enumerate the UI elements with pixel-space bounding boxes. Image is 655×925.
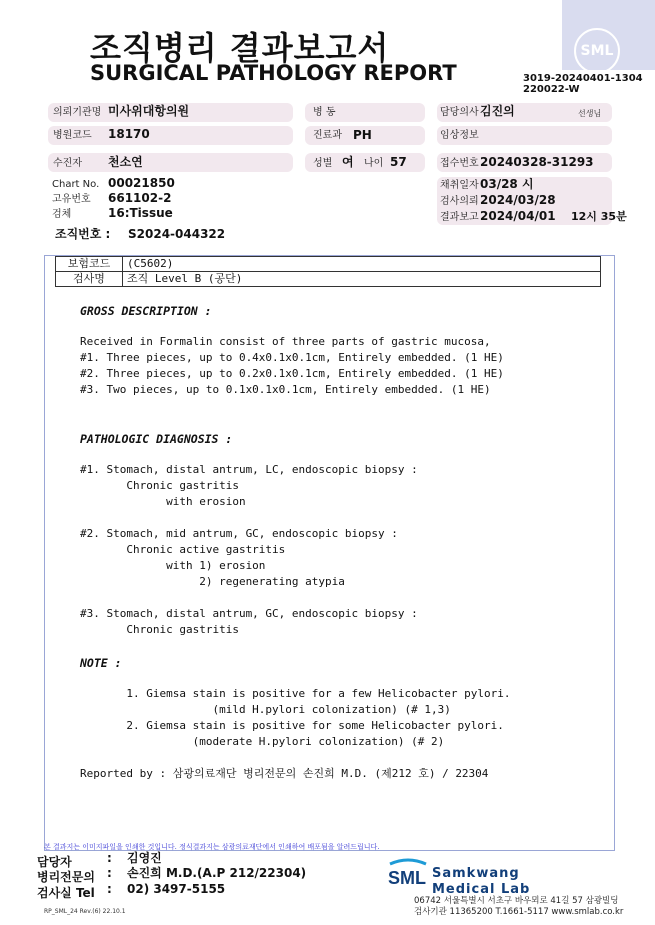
patient-value: 천소연 [108, 155, 143, 169]
report-content [44, 255, 615, 851]
note-line: (mild H.pylori colonization) (# 1,3) [80, 703, 451, 716]
note-line: 2. Giemsa stain is positive for some Helicobacter pylori. [80, 719, 504, 732]
gross-line: #1. Three pieces, up to 0.4x0.1x0.1cm, Entirely embedded. (1 HE) [80, 351, 504, 364]
disclaimer: 본 결과지는 이미지파일을 인쇄한 것입니다. 정식결과지는 삼광의료재단에서 인쇄하여 배포됨을 알려드립니다. [44, 843, 380, 851]
gross-description [80, 334, 504, 398]
age-value: 57 [390, 155, 407, 169]
lab-tel-value: 02) 3497-5155 [127, 882, 226, 896]
path-no-label: 조직번호 : [55, 227, 111, 241]
gross-heading: GROSS DESCRIPTION : [80, 304, 212, 318]
gross-line: #2. Three pieces, up to 0.2x0.1x0.1cm, Entirely embedded. (1 HE) [80, 367, 504, 380]
report-title-english: SURGICAL PATHOLOGY REPORT [90, 61, 457, 85]
doctor-value: 김진의 [480, 104, 515, 118]
sex-value: 여 [342, 155, 354, 169]
patient-label: 수진자 [53, 158, 82, 169]
sex-label: 성별 [313, 158, 333, 169]
request-label: 검사의뢰 [440, 196, 479, 207]
id-label: 고유번호 [52, 194, 91, 205]
diagnosis-line [80, 590, 418, 606]
test-name-value: 조직 Level B (공단) [123, 272, 601, 287]
note-line: 1. Giemsa stain is positive for a few Helicobacter pylori. [80, 687, 511, 700]
brand-line-2: Medical Lab [432, 882, 531, 897]
collect-label: 채취일자 [440, 180, 479, 191]
path-no-value: S2024-044322 [128, 227, 226, 241]
ward-label: 병 동 [313, 107, 336, 118]
chart-label: Chart No. [52, 179, 100, 190]
sml-logo-text: SML [388, 868, 426, 888]
insurance-value: (C5602) [123, 257, 601, 272]
dept-value: PH [353, 128, 372, 142]
report-id-line-2: 220022-W [523, 84, 580, 95]
specimen-value: 16:Tissue [108, 206, 173, 220]
report-id-line-1: 3019-20240401-1304 [523, 73, 643, 84]
diagnosis-line: Chronic gastritis [80, 623, 239, 636]
reported-by: Reported by : 삼광의료재단 병리전문의 손진희 M.D. (제212 호) / 22304 [80, 767, 489, 780]
doctor-label: 담당의사 [440, 107, 479, 118]
gross-line: Received in Formalin consist of three parts of gastric mucosa, [80, 335, 491, 348]
pathologist-label: 병리전문의 [37, 870, 95, 884]
age-label: 나이 [364, 158, 384, 169]
test-name-label: 검사명 [56, 272, 123, 287]
diagnosis-line: with 1) erosion [80, 559, 266, 572]
gross-line: #3. Two pieces, up to 0.1x0.1x0.1cm, Entirely embedded. (1 HE) [80, 383, 491, 396]
id-value: 661102-2 [108, 191, 172, 205]
clinical-info-label: 임상정보 [440, 130, 479, 141]
footer-staff-block: 담당자 : 김영진 병리전문의 : 손진희 M.D.(A.P 212/22304) 검사실 Tel : 02) 3497-5155 [37, 851, 307, 900]
specimen-label: 검체 [52, 209, 72, 220]
insurance-label: 보험코드 [56, 257, 123, 272]
result-label: 결과보고 [440, 212, 479, 223]
diagnosis-line: #3. Stomach, distal antrum, GC, endoscopic biopsy : [80, 607, 418, 620]
samkwang-logo [386, 858, 430, 892]
staff-label: 담당자 [37, 855, 72, 869]
receipt-value: 20240328-31293 [480, 155, 594, 169]
diagnosis-line: #1. Stomach, distal antrum, LC, endoscopic biopsy : [80, 463, 418, 476]
diagnosis-heading: PATHOLOGIC DIAGNOSIS : [80, 432, 233, 446]
request-value: 2024/03/28 [480, 193, 556, 207]
diagnosis-line [80, 510, 418, 526]
dept-label: 진료과 [313, 130, 342, 141]
note-line: (moderate H.pylori colonization) (# 2) [80, 735, 445, 748]
diagnosis-line: 2) regenerating atypia [80, 575, 345, 588]
sml-logo: SML [574, 28, 620, 74]
diagnosis-line: with erosion [80, 495, 246, 508]
sml-swoosh-icon [386, 858, 430, 888]
pathologic-diagnosis [80, 462, 418, 638]
result-value: 2024/04/01 [480, 209, 556, 223]
lab-address: 06742 서울특별시 서초구 바우뫼로 41길 57 삼광빌딩 [414, 896, 619, 906]
diagnosis-line: #2. Stomach, mid antrum, GC, endoscopic biopsy : [80, 527, 398, 540]
hospital-code-label: 병원코드 [53, 130, 92, 141]
staff-value: 김영진 [127, 851, 162, 865]
receipt-label: 접수번호 [440, 158, 479, 169]
samkwang-brand [432, 866, 530, 898]
pathologist-value: 손진희 M.D.(A.P 212/22304) [127, 866, 307, 880]
result-time: 12시 35분 [571, 210, 627, 223]
test-info-table [55, 256, 601, 287]
institution-label: 의뢰기관명 [53, 107, 102, 118]
chart-value: 00021850 [108, 176, 175, 190]
collect-value: 03/28 시 [480, 177, 534, 191]
lab-institution-info: 검사기관 11365200 T.1661-5117 www.smlab.co.kr [414, 907, 624, 917]
brand-line-1: Samkwang [432, 866, 520, 881]
doctor-suffix: 선생님 [578, 109, 602, 118]
institution-value: 미사위대항의원 [108, 104, 190, 118]
report-title-korean: 조직병리 결과보고서 [90, 29, 390, 67]
note-section [80, 686, 510, 750]
form-code: RP_SML_24 Rev.(6) 22.10.1 [44, 908, 126, 915]
diagnosis-line: Chronic active gastritis [80, 543, 286, 556]
report-id [523, 73, 653, 95]
patient-field [48, 153, 293, 172]
hospital-code-value: 18170 [108, 127, 150, 141]
lab-tel-label: 검사실 Tel [37, 886, 95, 900]
note-heading: NOTE : [80, 656, 122, 670]
diagnosis-line: Chronic gastritis [80, 479, 239, 492]
